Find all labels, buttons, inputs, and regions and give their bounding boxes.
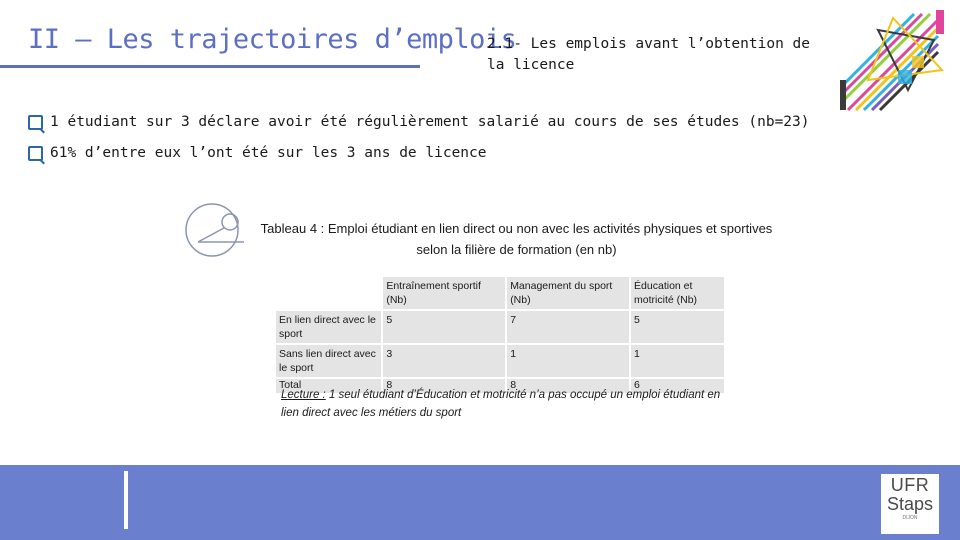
table-cell: 5 [383, 311, 505, 343]
table-header-row [276, 277, 724, 309]
column-header: Management du sport (Nb) [507, 277, 629, 309]
table-row [276, 311, 724, 343]
bullet-text: 61% d’entre eux l’ont été sur les 3 ans de licence [50, 145, 487, 161]
row-header: Total [276, 379, 381, 393]
checkbox-bullet-icon [28, 115, 43, 130]
reading-note-label: Lecture : [281, 389, 326, 401]
table-caption: Tableau 4 : Emploi étudiant en lien direct ou non avec les activités physiques et sportives selon la filière de formation (en nb) [260, 221, 773, 257]
geometric-stripes-decoration-icon [838, 10, 950, 114]
checkbox-bullet-icon [28, 146, 43, 161]
row-header: En lien direct avec le sport [276, 311, 381, 343]
bullet-item [28, 145, 487, 161]
section-subtitle: 2.1- Les emplois avant l’obtention de la licence [487, 36, 811, 73]
logo-line-2: Staps [886, 494, 934, 514]
column-header: Entraînement sportif (Nb) [383, 277, 505, 309]
row-header: Sans lien direct avec le sport [276, 345, 381, 377]
table-cell: 7 [507, 311, 629, 343]
footer-divider [124, 471, 128, 529]
table-corner-cell [276, 277, 381, 309]
table-row [276, 345, 724, 377]
employment-table [274, 275, 726, 395]
footer-band [0, 465, 960, 540]
table-cell: 1 [631, 345, 724, 377]
magnifier-lens-icon [184, 202, 244, 258]
ufr-staps-logo [881, 474, 939, 534]
table-cell: 8 [383, 379, 505, 393]
bullet-text: 1 étudiant sur 3 déclare avoir été régulièrement salarié au cours de ses études (nb=23) [50, 114, 810, 130]
title-underline [0, 65, 420, 68]
reading-note-text: 1 seul étudiant d’Éducation et motricité n’a pas occupé un emploi étudiant en lien direct avec les métiers du sport [281, 389, 721, 419]
table-cell: 5 [631, 311, 724, 343]
table-cell: 8 [507, 379, 629, 393]
table-cell: 1 [507, 345, 629, 377]
page-title: II – Les trajectoires d’emplois [28, 24, 517, 55]
column-header: Éducation et motricité (Nb) [631, 277, 724, 309]
table-cell: 3 [383, 345, 505, 377]
reading-note [281, 386, 741, 422]
logo-line-3: DIJON [902, 515, 918, 521]
logo-line-1: UFR [890, 475, 930, 495]
table-cell: 6 [631, 379, 724, 393]
bullet-item [28, 114, 810, 130]
